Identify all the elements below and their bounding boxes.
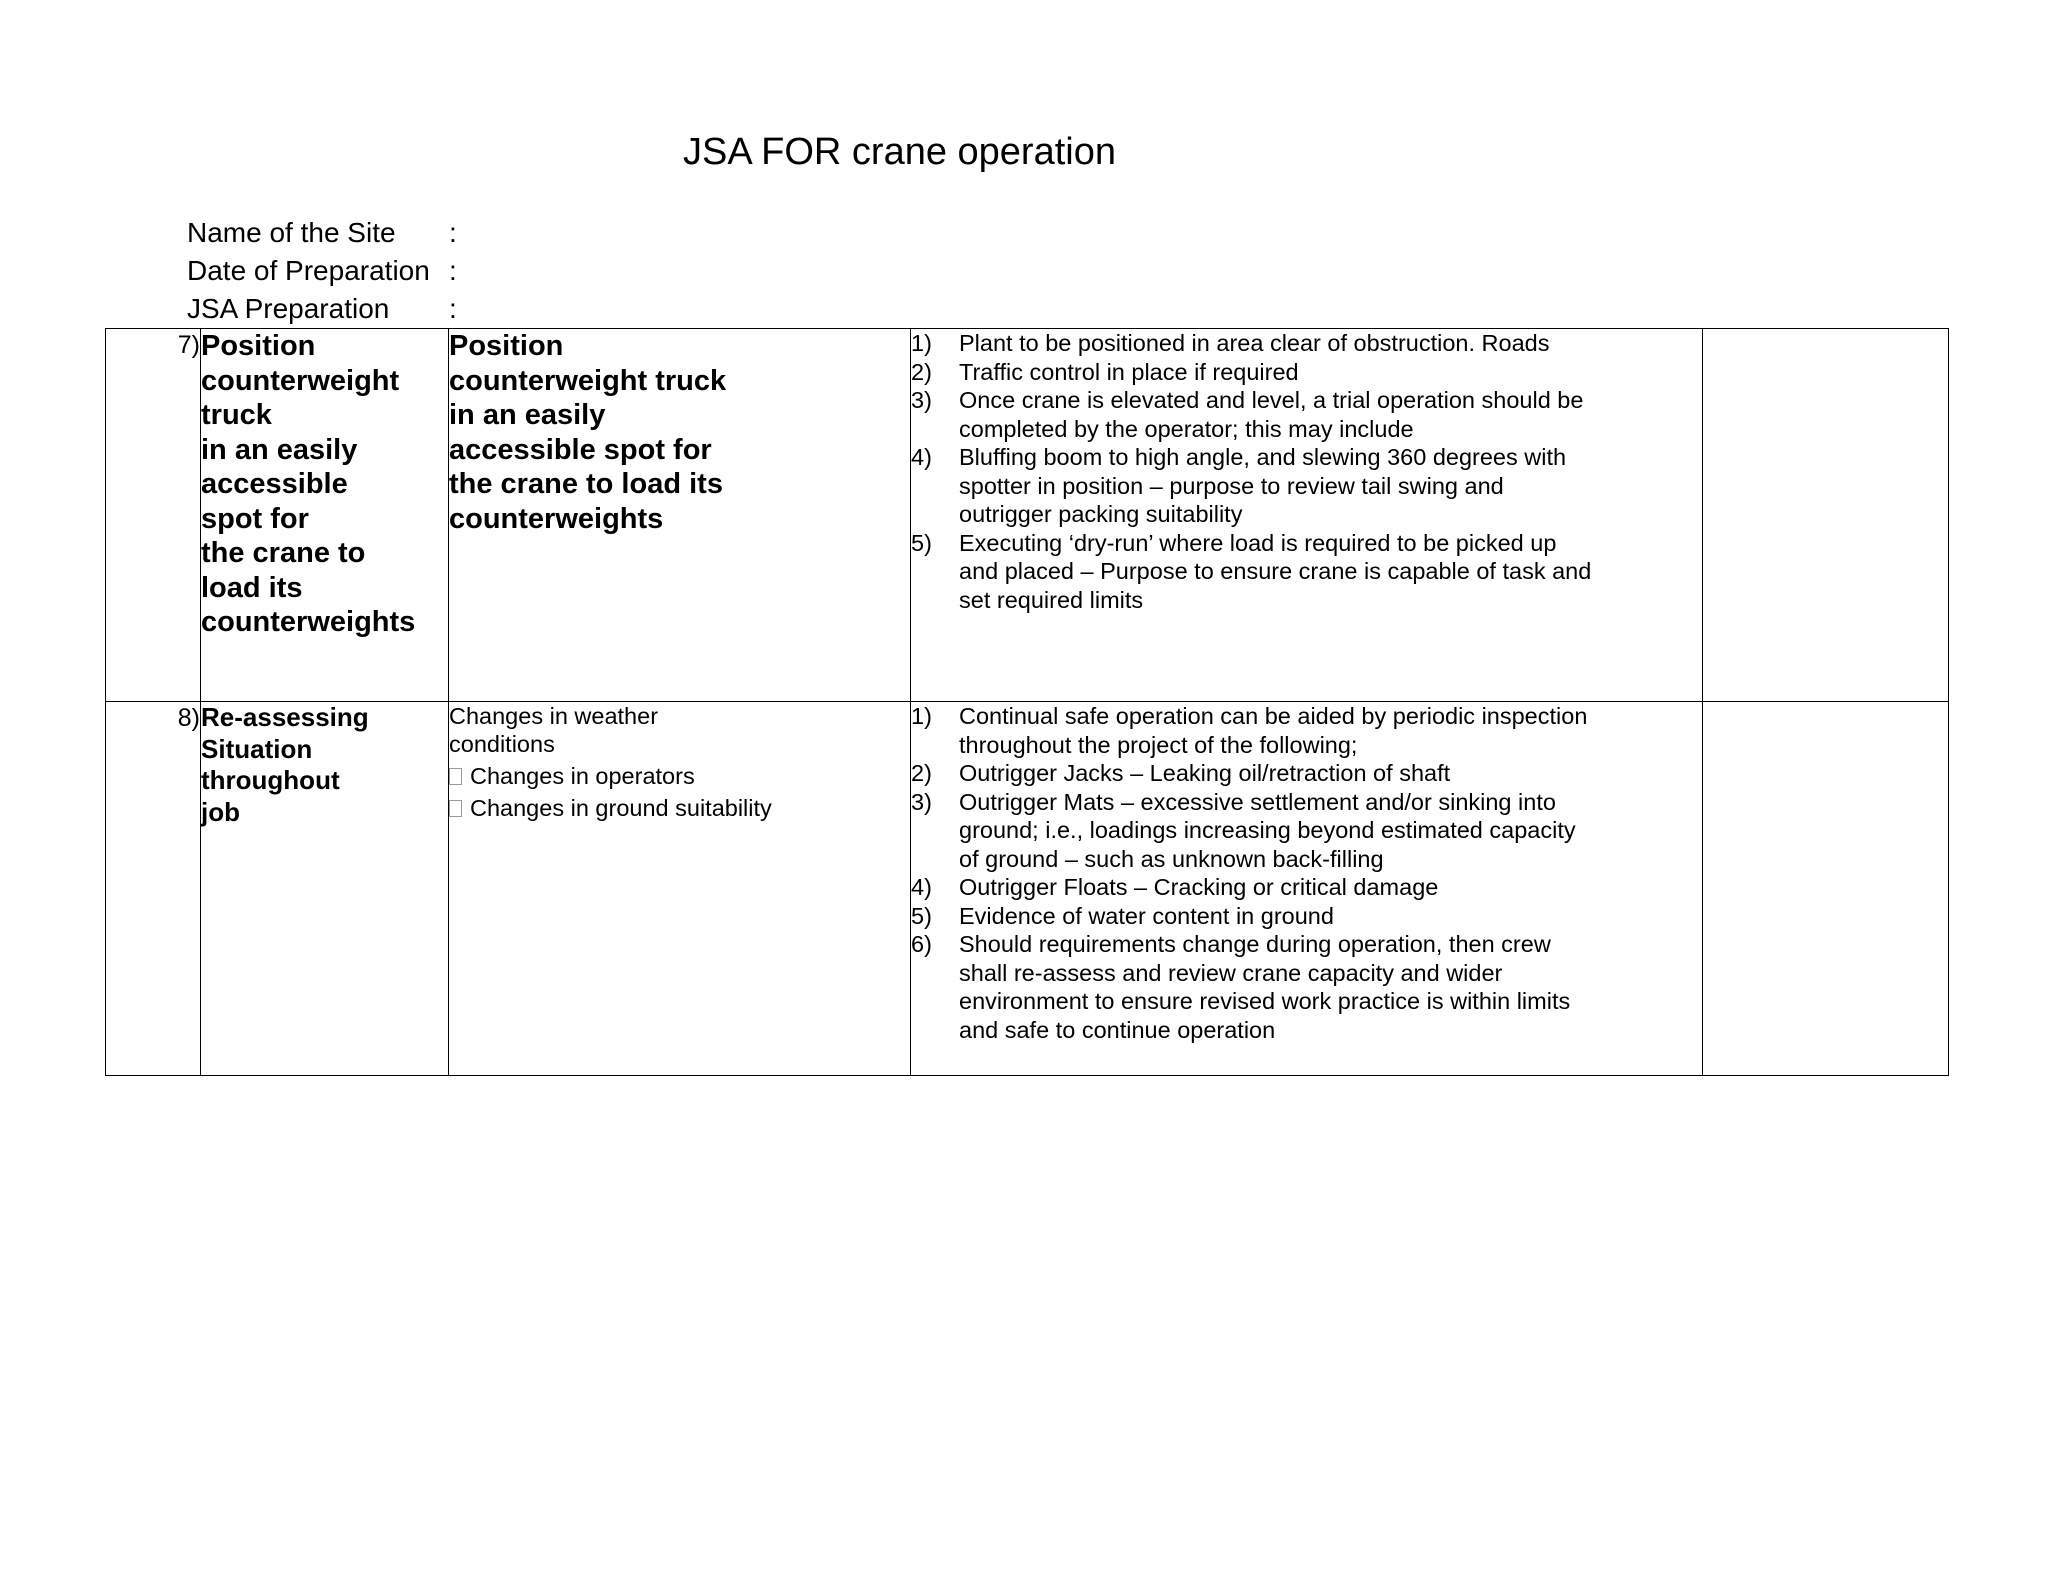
control-text	[959, 529, 1591, 615]
task-line: spot for	[201, 502, 309, 535]
preparation-date-colon: :	[449, 255, 457, 286]
table-row	[106, 329, 1949, 702]
control-number: 2)	[911, 760, 932, 786]
control-line: and safe to continue operation	[959, 1016, 1276, 1043]
control-text	[959, 759, 1450, 788]
control-item	[911, 386, 1702, 443]
control-line: Traffic control in place if required	[959, 358, 1299, 385]
task-line: truck	[201, 399, 272, 431]
control-number: 5)	[911, 902, 932, 929]
hazard-line: conditions	[449, 731, 555, 757]
control-item	[911, 759, 1702, 788]
step-number: 7)	[106, 329, 201, 702]
control-item	[911, 358, 1702, 387]
control-number: 3)	[911, 788, 932, 815]
control-number: 4)	[911, 874, 932, 900]
task-line: load its	[201, 571, 303, 604]
control-text	[959, 788, 1576, 874]
control-measures	[911, 329, 1703, 702]
task-line: throughout	[201, 765, 340, 795]
hazard-line: Changes in weather	[449, 703, 659, 729]
control-text	[959, 902, 1334, 931]
table-row	[106, 702, 1949, 1076]
site-name-colon: :	[449, 217, 457, 248]
control-item	[911, 329, 1702, 358]
header-fields	[187, 214, 469, 328]
control-item	[911, 873, 1702, 902]
task-line: counterweight	[201, 364, 400, 397]
document-title: JSA FOR crane operation	[683, 131, 1116, 173]
hazard-bullet-text: Changes in operators	[470, 763, 695, 789]
hazard-line: counterweight truck	[449, 364, 727, 397]
control-line: set required limits	[959, 586, 1144, 613]
hazard-line: the crane to load its	[449, 468, 723, 500]
empty-cell	[1703, 329, 1949, 702]
jsa-preparation-label: JSA Preparation	[187, 293, 390, 324]
task-line: the crane to	[201, 537, 366, 569]
control-line: environment to ensure revised work practice is within limits	[959, 988, 1571, 1014]
control-number: 1)	[911, 703, 932, 729]
task-line: Position	[201, 330, 316, 362]
control-item	[911, 702, 1702, 759]
control-line: Should requirements change during operation, then crew	[959, 931, 1551, 957]
task-line: job	[201, 796, 240, 827]
control-item	[911, 902, 1702, 931]
task-line: accessible	[201, 468, 348, 500]
control-line: ground; i.e., loadings increasing beyond estimated capacity	[959, 817, 1576, 843]
control-number: 5)	[911, 529, 932, 556]
hazard-bullet-text: Changes in ground suitability	[470, 795, 772, 821]
control-line: of ground – such as unknown back-filling	[959, 845, 1384, 872]
control-item	[911, 529, 1702, 615]
empty-box-icon	[449, 800, 462, 817]
jsa-preparation-colon: :	[449, 293, 457, 324]
control-line: Evidence of water content in ground	[959, 902, 1334, 929]
control-line: spotter in position – purpose to review tail swing and	[959, 472, 1504, 499]
control-line: Once crane is elevated and level, a trial operation should be	[959, 387, 1584, 413]
control-line: shall re-assess and review crane capacity and wider	[959, 959, 1503, 986]
control-text	[959, 329, 1549, 358]
jsa-preparation-field	[187, 290, 469, 328]
control-line: Continual safe operation can be aided by periodic inspection	[959, 703, 1588, 729]
control-item	[911, 788, 1702, 874]
preparation-date-label: Date of Preparation	[187, 255, 430, 286]
step-number: 8)	[106, 702, 201, 1076]
control-line: Outrigger Mats – excessive settlement and/or sinking into	[959, 788, 1556, 815]
control-line: and placed – Purpose to ensure crane is capable of task and	[959, 558, 1592, 584]
control-number: 4)	[911, 444, 932, 470]
hazard-description	[449, 702, 911, 1076]
control-measures	[911, 702, 1703, 1076]
hazard-line: counterweights	[449, 502, 664, 535]
hazard-bullet	[449, 762, 910, 790]
hazard-line: Position	[449, 330, 564, 362]
control-item	[911, 930, 1702, 1044]
control-item	[911, 443, 1702, 529]
task-description	[201, 329, 449, 702]
task-line: Situation	[201, 733, 313, 764]
hazard-description	[449, 329, 911, 702]
control-line: Outrigger Jacks – Leaking oil/retraction of shaft	[959, 760, 1451, 786]
empty-box-icon	[449, 768, 462, 785]
task-line: counterweights	[201, 606, 416, 638]
control-line: completed by the operator; this may include	[959, 415, 1414, 442]
control-text	[959, 702, 1587, 759]
control-number: 1)	[911, 330, 932, 356]
control-line: outrigger packing suitability	[959, 501, 1243, 527]
control-number: 6)	[911, 931, 932, 957]
control-text	[959, 873, 1438, 902]
empty-cell	[1703, 702, 1949, 1076]
task-line: in an easily	[201, 433, 358, 466]
control-line: Plant to be positioned in area clear of obstruction. Roads	[959, 330, 1550, 356]
control-line: Executing ‘dry-run’ where load is required to be picked up	[959, 529, 1557, 556]
control-line: throughout the project of the following;	[959, 731, 1358, 758]
control-line: Bluffing boom to high angle, and slewing 360 degrees with	[959, 444, 1567, 470]
control-text	[959, 358, 1299, 387]
control-line: Outrigger Floats – Cracking or critical damage	[959, 874, 1439, 900]
site-name-field	[187, 214, 469, 252]
task-description	[201, 702, 449, 1076]
preparation-date-field	[187, 252, 469, 290]
site-name-label: Name of the Site	[187, 217, 396, 248]
control-number: 3)	[911, 387, 932, 413]
control-text	[959, 443, 1566, 529]
control-text	[959, 930, 1570, 1044]
hazard-bullet	[449, 794, 910, 822]
control-text	[959, 386, 1583, 443]
jsa-table	[105, 328, 1949, 1076]
hazard-line: in an easily	[449, 399, 606, 431]
task-line: Re-assessing	[201, 702, 369, 732]
control-number: 2)	[911, 358, 932, 385]
hazard-line: accessible spot for	[449, 433, 712, 466]
